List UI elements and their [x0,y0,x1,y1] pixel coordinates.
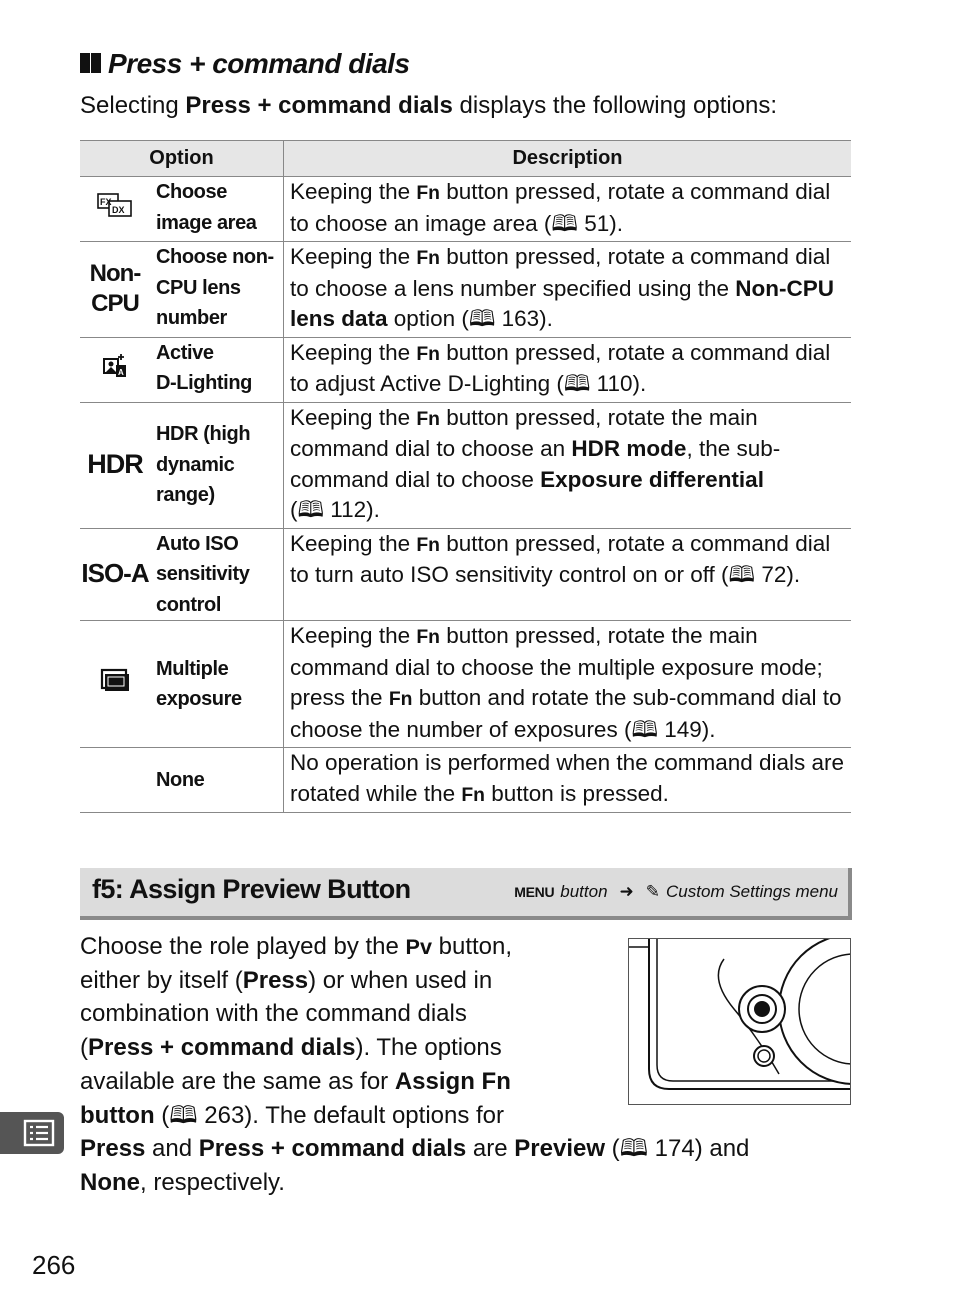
option-label: Choose non- CPU lens number [150,242,284,338]
option-description: Keeping the Fn button pressed, rotate a command dial to choose an image area (🕮 51). [284,177,852,242]
table-row [80,748,851,813]
chapter-tab [0,1112,64,1154]
option-description: Keeping the Fn button pressed, rotate the main command dial to choose an HDR mode, the sub-command dial to choose Exposure differential (🕮 112). [284,402,852,528]
section-title: Press + command dials [108,48,410,79]
active-d-lighting-icon [80,337,150,402]
iso-auto-icon: ISO-A [80,528,150,621]
svg-text:FX: FX [100,196,112,207]
menu-button-label: MENU [514,884,555,900]
option-label: Active D-Lighting [150,337,284,402]
image-area-icon [80,177,150,242]
table-row [80,621,851,748]
option-label: Auto ISO sensitivity control [150,528,284,621]
pencil-icon: ✎ [645,882,661,901]
table-header-row [80,141,851,177]
svg-text:DX: DX [112,204,125,215]
option-description: Keeping the Fn button pressed, rotate a command dial to adjust Active D-Lighting (🕮 110). [284,337,852,402]
options-table [80,140,851,813]
table-row [80,337,851,402]
option-label: None [150,748,284,813]
table-row [80,528,851,621]
arrow-icon: ➜ [619,882,634,901]
table-row [80,177,851,242]
section-marker-icon [80,48,102,80]
page-number: 266 [32,1250,76,1280]
svg-text:A: A [118,368,124,378]
multiple-exposure-icon [80,621,150,748]
hdr-icon: HDR [80,402,150,528]
banner-title: f5: Assign Preview Button [92,874,411,904]
table-row [80,402,851,528]
option-description: Keeping the Fn button pressed, rotate a command dial to turn auto ISO sensitivity control on or off (🕮 72). [284,528,852,621]
custom-settings-list-icon [0,1112,64,1154]
option-description: No operation is performed when the command dials are rotated while the Fn button is pressed. [284,748,852,813]
option-label: HDR (high dynamic range) [150,402,284,528]
header-option: Option [80,141,284,177]
header-description: Description [284,141,852,177]
table-row [80,242,851,338]
section-heading [80,48,410,80]
menu-path: MENU button ➜ ✎ Custom Settings menu [514,882,838,901]
body-paragraph: Choose the role played by the Pv button, either by itself (Press) or when used in combination with the command dials (Press + command dials). The options available are the same as for Assign Fn button (🕮 263). The default options for Press and Press + command dials are Preview (🕮 174) and None, respectively. [80,933,750,1196]
option-label: Multiple exposure [150,621,284,748]
section-banner [80,868,852,920]
intro-paragraph: Selecting Press + command dials displays the following options: [80,92,778,119]
option-label: Choose image area [150,177,284,242]
non-cpu-icon: Non-CPU [80,242,150,338]
option-description: Keeping the Fn button pressed, rotate the main command dial to choose the multiple exposure mode; press the Fn button and rotate the sub-command dial to choose the number of exposures (🕮 149). [284,621,852,748]
option-description: Keeping the Fn button pressed, rotate a command dial to choose a lens number specified using the Non-CPU lens data option (🕮 163). [284,242,852,338]
empty-icon-cell [80,748,150,813]
